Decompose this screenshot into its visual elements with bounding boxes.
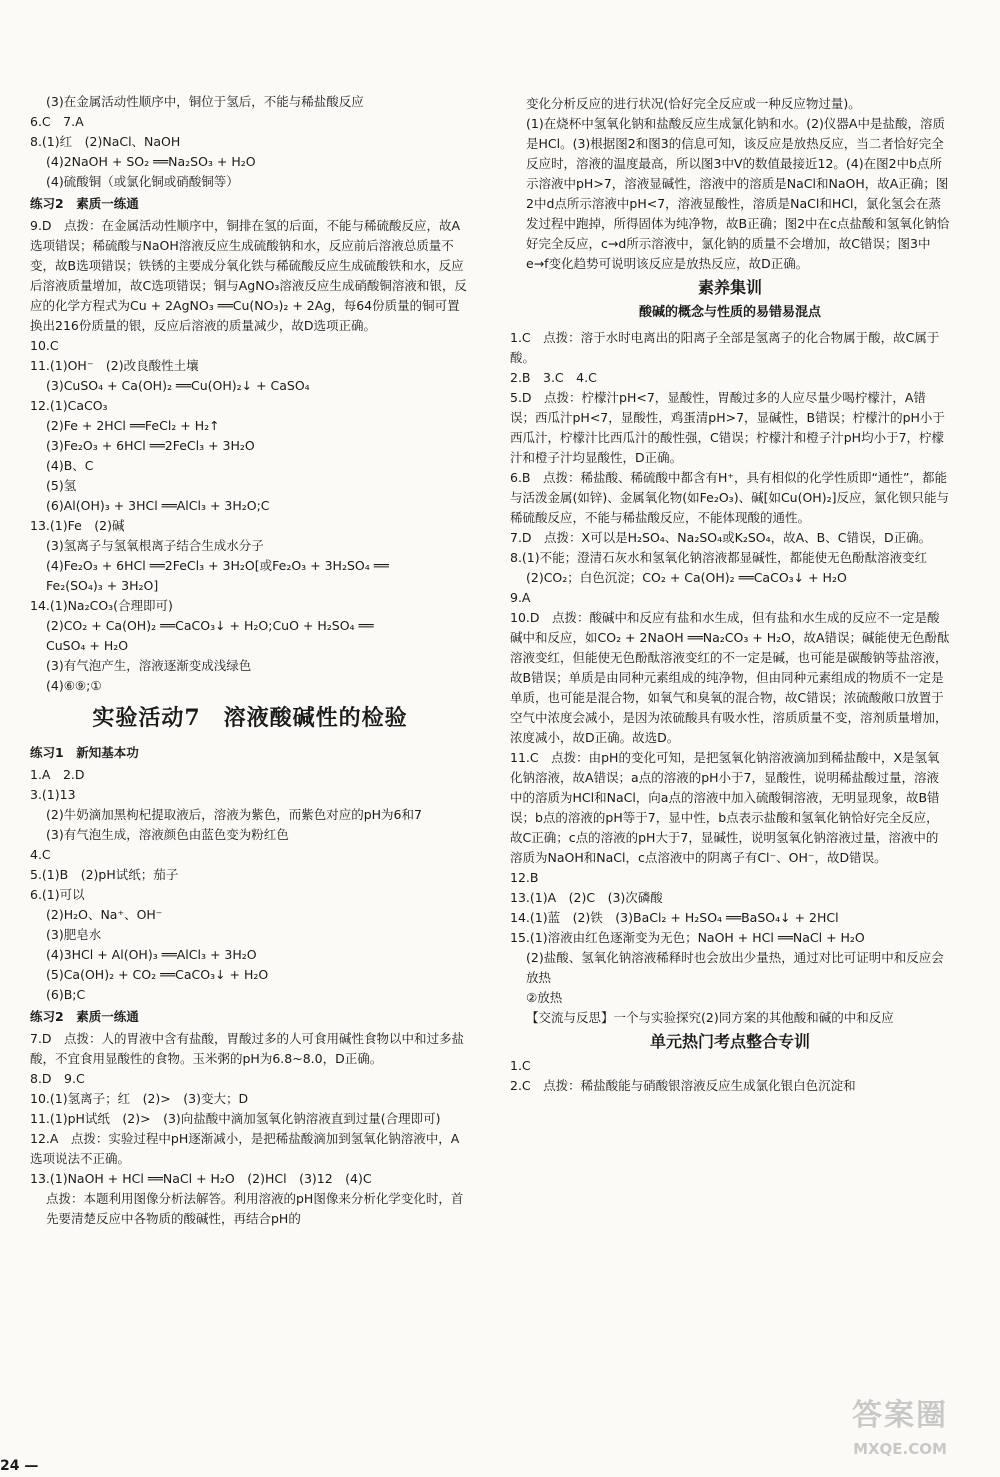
exercise-heading: 练习2 素质一练通 [30, 196, 139, 211]
answer-line: 10.C [30, 338, 59, 353]
answer-line: 1.C 点拨：溶于水时电离出的阳离子全部是氢离子的化合物属于酸，故C属于酸。 [510, 329, 940, 365]
answer-line: (2)CO₂ + Ca(OH)₂ ══CaCO₃↓ + H₂O;CuO + H₂SO₄ ══ [46, 618, 374, 633]
answer-line: Fe₂(SO₄)₃ + 3H₂O] [46, 578, 159, 593]
answer-line: (4)3HCl + Al(OH)₃ ══AlCl₃ + 3H₂O [46, 946, 257, 962]
page-number: 24 — [0, 1458, 39, 1474]
watermark-mark: 答案圈 [852, 1398, 948, 1433]
answer-line: (4)⑥⑨;① [46, 678, 102, 693]
answer-line: 6.(1)可以 [30, 886, 85, 902]
section-subtitle: 酸碱的概念与性质的易错易混点 [638, 304, 821, 320]
answer-line: 5.D 点拨：柠檬汁pH<7，显酸性，胃酸过多的人应尽量少喝柠檬汁，A错误；西瓜汁pH<7，显酸性，鸡蛋清pH>7，显碱性，B错误；柠檬汁的pH小于西瓜汁，柠檬汁比西瓜汁的酸性强，C错误；柠檬汁和橙子汁pH均小于7，柠檬汁和橙子汁均显酸性，D正确。 [510, 389, 945, 465]
answer-line: 11.(1)OH⁻ (2)改良酸性土壤 [30, 358, 199, 373]
section-title: 单元热门考点整合专训 [649, 1031, 810, 1051]
activity-heading: 实验活动7 溶液酸碱性的检验 [92, 705, 408, 731]
answer-line: 8.(1)红 (2)NaCl、NaOH [30, 134, 181, 149]
answer-line: 8.(1)不能；澄清石灰水和氢氧化钠溶液都显碱性，都能使无色酚酞溶液变红 [510, 549, 928, 565]
answer-line: 变化分析反应的进行状况(恰好完全反应或一种反应物过量)。 [526, 96, 861, 111]
left-column [30, 92, 470, 1229]
answer-line: 4.C [30, 846, 51, 862]
exercise-heading: 练习1 新知基本功 [30, 744, 139, 760]
answer-line: 12.A 点拨：实验过程中pH逐渐减小，是把稀盐酸滴加到氢氧化钠溶液中，A选项说法不正确。 [30, 1130, 460, 1166]
answer-line: 11.C 点拨：由pH的变化可知，是把氢氧化钠溶液滴加到稀盐酸中，X是氢氧化钠溶液，故A错误；a点的溶液的pH小于7，显酸性，说明稀盐酸过量，溶液中的溶质为HCl和NaCl，向a点的溶液中加入硫酸铜溶液，无明显现象，故B错误；b点的溶液的pH等于7，显中性，b点表示盐酸和氢氧化钠恰好完全反应，故C正确；c点的溶液的pH大于7，显碱性，说明氢氧化钠溶液过量，溶液中的溶质为NaOH和NaCl，c点溶液中的阴离子有Cl⁻、OH⁻，故D错误。 [510, 749, 940, 865]
answer-line: (2)Fe + 2HCl ══FeCl₂ + H₂↑ [46, 418, 220, 433]
answer-line: (2)H₂O、Na⁺、OH⁻ [46, 906, 163, 922]
answer-line: (4)2NaOH + SO₂ ══Na₂SO₃ + H₂O [46, 154, 256, 169]
section-title: 素养集训 [697, 278, 762, 297]
answer-line: 13.(1)A (2)C (3)次磷酸 [510, 889, 663, 905]
watermark-url: MXQE.COM [853, 1440, 947, 1458]
answer-line: 点拨：本题利用图像分析法解答。利用溶液的pH图像来分析化学变化时，首先要清楚反应中各物质的酸碱性，再结合pH的 [46, 1190, 464, 1226]
answer-line: (2)牛奶滴加黑枸杞提取液后，溶液为紫色，而紫色对应的pH为6和7 [46, 806, 422, 822]
answer-line: ②放热 [526, 989, 563, 1005]
answer-line: 12.(1)CaCO₃ [30, 398, 108, 413]
answer-line: 5.(1)B (2)pH试纸；茄子 [30, 866, 179, 882]
answer-line: (1)在烧杯中氢氧化钠和盐酸反应生成氯化钠和水。(2)仪器A中是盐酸，溶质是HCl。(3)根据图2和图3的信息可知，该反应是放热反应，当二者恰好完全反应时，溶液的温度最高，所以图3中V的数值最接近12。(4)在图2中b点所示溶液中pH>7，溶液显碱性，溶液中的溶质是NaCl和NaOH，故A正确；图2中d点所示溶液中pH<7，溶液显酸性，溶质是NaCl和HCl，氯化氢会在蒸发过程中跑掉，所得固体为纯净物，故B正确；图2中在c点盐酸和氢氧化钠恰好完全反应，c→d所示溶液中，氯化钠的质量不会增加，故C错误；图3中e→f变化趋势可说明该反应是放热反应，故D正确。 [526, 116, 950, 271]
answer-line: CuSO₄ + H₂O [46, 638, 129, 653]
answer-line: 10.(1)氢离子；红 (2)> (3)变大；D [30, 1090, 249, 1106]
answer-line: 1.A 2.D [30, 766, 85, 782]
watermark-logo [800, 1395, 1000, 1471]
answer-line: (3)有气泡产生，溶液逐渐变成浅绿色 [46, 658, 252, 673]
answer-line: 13.(1)Fe (2)碱 [30, 518, 125, 533]
answer-line: 14.(1)蓝 (2)铁 (3)BaCl₂ + H₂SO₄ ══BaSO₄↓ + 2HCl [510, 909, 839, 925]
answer-line: (6)B;C [46, 986, 86, 1002]
answer-line: (2)CO₂；白色沉淀；CO₂ + Ca(OH)₂ ══CaCO₃↓ + H₂O [526, 569, 847, 585]
answer-line: 2.B 3.C 4.C [510, 369, 597, 385]
answer-line: 7.D 点拨：人的胃液中含有盐酸，胃酸过多的人可食用碱性食物以中和过多盐酸，不宜食用显酸性的食物。玉米粥的pH为6.8~8.0，D正确。 [30, 1030, 465, 1066]
answer-line: (3)在金属活动性顺序中，铜位于氢后，不能与稀盐酸反应 [46, 94, 364, 109]
answer-line: (3)氢离子与氢氧根离子结合生成水分子 [46, 538, 264, 553]
right-column [510, 94, 950, 1096]
answer-line: 6.B 点拨：稀盐酸、稀硫酸中都含有H⁺，具有相似的化学性质即“通性”，都能与活泼金属(如锌)、金属氧化物(如Fe₂O₃)、碱[如Cu(OH)₂]反应，氯化钡只能与稀硫酸反应，不能与稀盐酸反应，不能体现酸的通性。 [510, 469, 949, 525]
answer-line: (4)硫酸铜（或氯化铜或硝酸铜等） [46, 174, 239, 189]
answer-line: 14.(1)Na₂CO₃(合理即可) [30, 598, 173, 613]
answer-line: 3.(1)13 [30, 786, 76, 802]
answer-line: (4)Fe₂O₃ + 6HCl ══2FeCl₃ + 3H₂O[或Fe₂O₃ + 3H₂SO₄ ══ [46, 558, 389, 573]
answer-line: (5)Ca(OH)₂ + CO₂ ══CaCO₃↓ + H₂O [46, 966, 269, 982]
exercise-heading: 练习2 素质一练通 [30, 1008, 139, 1024]
answer-line: 11.(1)pH试纸 (2)> (3)向盐酸中滴加氢氧化钠溶液直到过量(合理即可) [30, 1110, 441, 1126]
answer-line: (3)Fe₂O₃ + 6HCl ══2FeCl₃ + 3H₂O [46, 438, 255, 453]
answer-line: 9.A [510, 589, 531, 605]
answer-line: 9.D 点拨：在金属活动性顺序中，铜排在氢的后面，不能与稀硫酸反应，故A选项错误；稀硫酸与NaOH溶液反应生成硫酸钠和水，反应前后溶液总质量不变，故B选项错误；铁锈的主要成分氧化铁与稀硫酸反应生成硫酸铁和水，反应后溶液质量增加，故C选项错误；铜与AgNO₃溶液反应生成硝酸铜溶液和银，反应的化学方程式为Cu + 2AgNO₃ ══Cu(NO₃)₂ + 2Ag，每64份质量的铜可置换出216份质量的银，反应后溶液的质量减少，故D选项正确。 [30, 218, 467, 333]
answer-line: 【交流与反思】一个与实验探究(2)同方案的其他酸和碱的中和反应 [526, 1009, 894, 1025]
answer-line: 1.C [510, 1058, 531, 1074]
answer-line: (4)B、C [46, 458, 94, 473]
answer-line: (6)Al(OH)₃ + 3HCl ══AlCl₃ + 3H₂O;C [46, 498, 270, 513]
answer-line: 13.(1)NaOH + HCl ══NaCl + H₂O (2)HCl (3)12 (4)C [30, 1170, 372, 1186]
answer-line: 10.D 点拨：酸碱中和反应有盐和水生成，但有盐和水生成的反应不一定是酸碱中和反应，如CO₂ + 2NaOH ══Na₂CO₃ + H₂O，故A错误；碱能使无色酚酞溶液变红，但能使无色酚酞溶液变红的不一定是碱，也可能是碳酸钠等盐溶液，故B错误；单质是由同种元素组成的纯净物，但由同种元素组成的物质不一定是单质，也可能是混合物，如氧气和臭氧的混合物，故C错误；浓硫酸敞口放置于空气中浓度会减小，是因为浓硫酸具有吸水性，溶质质量不变，溶剂质量增加，浓度减小，故D正确。故选D。 [510, 609, 950, 745]
answer-line: 15.(1)溶液由红色逐渐变为无色；NaOH + HCl ══NaCl + H₂O [510, 929, 865, 945]
answer-line: 12.B [510, 869, 539, 885]
answer-line: (3)肥皂水 [46, 926, 102, 942]
answer-line: (3)有气泡生成，溶液颜色由蓝色变为粉红色 [46, 826, 289, 842]
answer-line: 7.D 点拨：X可以是H₂SO₄、Na₂SO₄或K₂SO₄，故A、B、C错误，D正确。 [510, 529, 932, 545]
answer-line: (2)盐酸、氢氧化钠溶液稀释时也会放出少量热，通过对比可证明中和反应会放热 [526, 949, 944, 985]
answer-line: 6.C 7.A [30, 114, 84, 129]
answer-line: (3)CuSO₄ + Ca(OH)₂ ══Cu(OH)₂↓ + CaSO₄ [46, 378, 310, 393]
answer-line: 2.C 点拨：稀盐酸能与硝酸银溶液反应生成氯化银白色沉淀和 [510, 1078, 856, 1094]
answer-line: 8.D 9.C [30, 1070, 85, 1086]
answer-line: (5)氢 [46, 478, 77, 493]
